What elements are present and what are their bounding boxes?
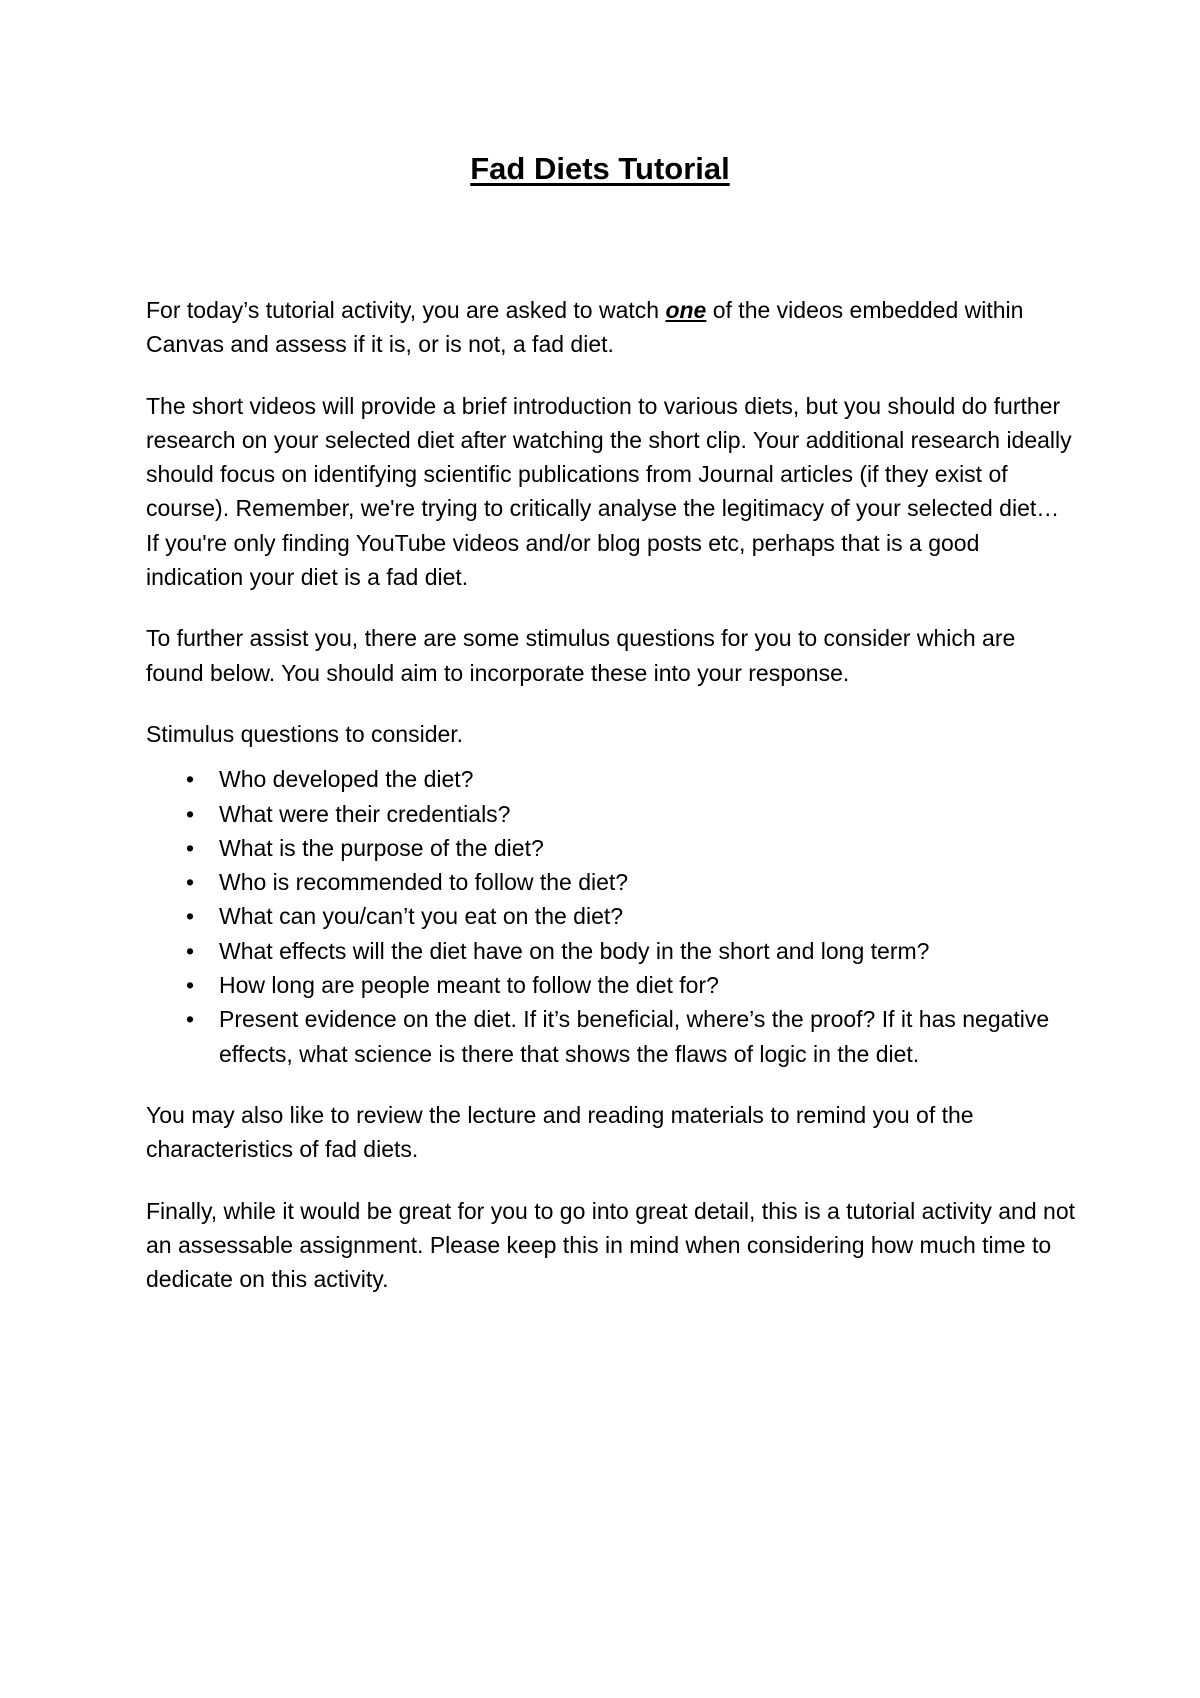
- intro-emphasis: one: [665, 297, 707, 323]
- list-item: [146, 934, 1076, 968]
- bullet-icon: •: [185, 937, 195, 964]
- stimulus-questions-list: [146, 762, 1076, 1071]
- document-body: [146, 293, 1076, 1323]
- list-item: [146, 797, 1076, 831]
- bullet-icon: •: [185, 1006, 195, 1033]
- intro-text-before: For today’s tutorial activity, you are asked to watch: [146, 297, 666, 323]
- list-item: [146, 831, 1076, 865]
- closing-paragraph: Finally, while it would be great for you to go into great detail, this is a tutorial activity and not an assessable assignment. Please keep this in mind when considering how much time to dedicate on this activity.: [146, 1197, 1076, 1293]
- bullet-icon: •: [185, 903, 195, 930]
- list-item: [146, 865, 1076, 899]
- list-item-text: What effects will the diet have on the body in the short and long term?: [219, 937, 930, 964]
- page-title: Fad Diets Tutorial: [470, 151, 730, 186]
- intro-paragraph: [146, 293, 1076, 362]
- list-item-text: What is the purpose of the diet?: [219, 834, 544, 861]
- list-item: [146, 968, 1076, 1002]
- intro-text-after: of the videos embedded within Canvas and assess if it is, or is not, a fad diet.: [146, 297, 1024, 358]
- stimulus-heading: Stimulus questions to consider.: [146, 720, 464, 747]
- list-item: [146, 1002, 1076, 1071]
- list-item: [146, 899, 1076, 933]
- bullet-icon: •: [185, 834, 195, 861]
- bullet-icon: •: [185, 800, 195, 827]
- bullet-icon: •: [185, 869, 195, 896]
- bullet-icon: •: [185, 766, 195, 793]
- list-item: [146, 762, 1076, 796]
- research-paragraph: The short videos will provide a brief introduction to various diets, but you should do further research on your selected diet after watching the short clip. Your additional research ideally should focus on identifying scientific publications from Journal articles (if they exist of course). Remember, we're trying to critically analyse the legitimacy of your selected diet… If you're only finding YouTube videos and/or blog posts etc, perhaps that is a good indication your diet is a fad diet.: [146, 392, 1072, 591]
- list-item-text: Who is recommended to follow the diet?: [219, 869, 629, 896]
- list-item-text: What were their credentials?: [219, 800, 511, 827]
- bullet-icon: •: [185, 972, 195, 999]
- stimulus-intro-paragraph: To further assist you, there are some stimulus questions for you to consider which are found below. You should aim to incorporate these into your response.: [146, 625, 1016, 686]
- list-item-text: Who developed the diet?: [219, 766, 474, 793]
- list-item-text: Present evidence on the diet. If it’s beneficial, where’s the proof? If it has negative effects, what science is there that shows the flaws of logic in the diet.: [219, 1006, 1050, 1067]
- list-item-text: What can you/can’t you eat on the diet?: [219, 903, 624, 930]
- list-item-text: How long are people meant to follow the diet for?: [219, 972, 719, 999]
- review-paragraph: You may also like to review the lecture and reading materials to remind you of the characteristics of fad diets.: [146, 1101, 974, 1163]
